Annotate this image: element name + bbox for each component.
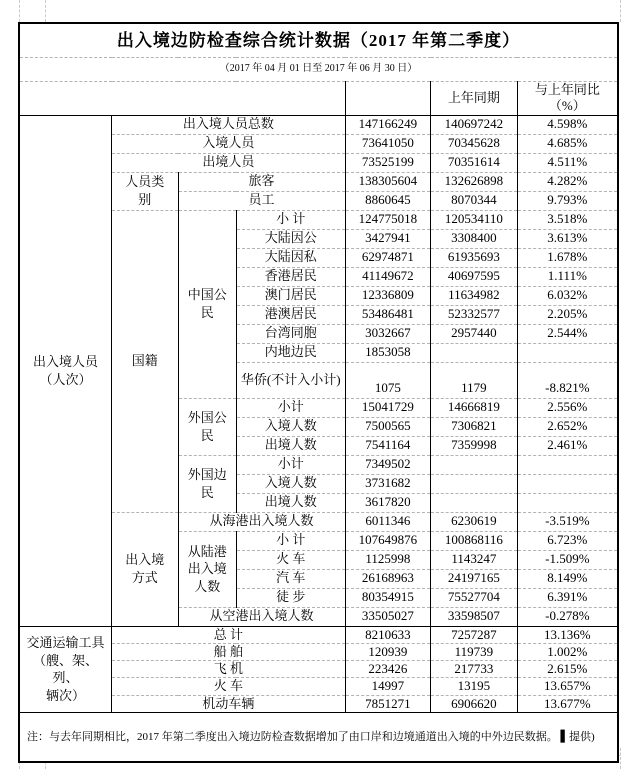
row-label: 员工 (178, 191, 345, 210)
value-prev-year: 11634982 (431, 286, 518, 305)
value-yoy-percent: 1.678% (517, 248, 618, 267)
value-current: 1125998 (345, 550, 431, 569)
value-current: 124775018 (345, 210, 431, 229)
value-current: 138305604 (345, 172, 431, 191)
header-empty-cell (19, 82, 345, 116)
value-prev-year: 33598507 (431, 607, 518, 626)
value-yoy-percent: 1.111% (517, 267, 618, 286)
value-yoy-percent: -1.509% (517, 550, 618, 569)
value-prev-year: 70351614 (431, 153, 518, 172)
row-label: 出入境人员总数 (112, 115, 346, 134)
value-yoy-percent: 2.205% (517, 305, 618, 324)
row-label: 汽 车 (236, 569, 345, 588)
row-label: 从空港出入境人数 (178, 607, 345, 626)
group-transport-vehicles-line: 交通运输工具 (26, 635, 105, 651)
value-prev-year (431, 343, 518, 362)
row-label: 出境人数 (236, 436, 345, 455)
page-guide-line (45, 0, 46, 22)
value-yoy-percent: 2.544% (517, 324, 618, 343)
value-current: 8210633 (345, 626, 431, 643)
page-guide-line (620, 0, 621, 22)
value-current: 73525199 (345, 153, 431, 172)
value-yoy-percent: 4.598% (517, 115, 618, 134)
value-current: 7851271 (345, 695, 431, 712)
row-label: 小计 (236, 398, 345, 417)
value-yoy-percent: 3.613% (517, 229, 618, 248)
value-current: 3032667 (345, 324, 431, 343)
group-land-port-line: 从陆港 (187, 543, 227, 559)
row-label: 入境人数 (236, 474, 345, 493)
value-prev-year: 120534110 (431, 210, 518, 229)
group-people-label (19, 115, 112, 626)
value-prev-year: 13195 (431, 678, 518, 695)
row-label: 小计 (236, 455, 345, 474)
group-person-category-line: 别 (138, 192, 152, 207)
row-label: 入境人数 (236, 417, 345, 436)
group-person-category-label (112, 172, 178, 210)
table-row (19, 115, 618, 134)
value-prev-year: 7257287 (431, 626, 518, 643)
row-label: 从海港出入境人数 (178, 512, 345, 531)
row-label: 火 车 (112, 678, 346, 695)
row-label: 徒 步 (236, 588, 345, 607)
value-current: 3731682 (345, 474, 431, 493)
report-table (18, 22, 619, 763)
table-subtitle: （2017 年 04 月 01 日至 2017 年 06 月 30 日） (19, 58, 618, 82)
col-header-yoy-line: 与上年同比 (534, 82, 600, 97)
row-label: 机动车辆 (112, 695, 346, 712)
value-current: 80354915 (345, 588, 431, 607)
value-prev-year: 2957440 (431, 324, 518, 343)
value-current: 223426 (345, 661, 431, 678)
row-label: 船 舶 (112, 643, 346, 660)
value-yoy-percent: 8.149% (517, 569, 618, 588)
redaction-mark: ▌ (560, 729, 569, 743)
value-prev-year: 217733 (431, 661, 518, 678)
value-yoy-percent: 4.685% (517, 134, 618, 153)
value-current: 1075 (345, 362, 431, 398)
group-nationality-line: 国籍 (131, 353, 158, 369)
value-prev-year: 132626898 (431, 172, 518, 191)
value-yoy-percent: 6.032% (517, 286, 618, 305)
value-prev-year: 40697595 (431, 267, 518, 286)
value-yoy-percent: -8.821% (517, 362, 618, 398)
table-title: 出入境边防检查综合统计数据（2017 年第二季度） (19, 23, 618, 58)
group-china-citizen-label (178, 210, 236, 398)
group-foreign-border-resident-line: 外国边 (187, 466, 227, 482)
value-yoy-percent: 13.677% (517, 695, 618, 712)
row-label: 出境人员 (112, 153, 346, 172)
value-current: 73641050 (345, 134, 431, 153)
value-yoy-percent (517, 493, 618, 512)
value-yoy-percent: 4.511% (517, 153, 618, 172)
page-guide-line (19, 0, 20, 22)
group-entry-exit-mode-line: 出入境 (125, 552, 165, 568)
col-header-yoy-line: （%） (548, 98, 586, 114)
row-label: 港澳居民 (236, 305, 345, 324)
value-current: 7349502 (345, 455, 431, 474)
value-current: 62974871 (345, 248, 431, 267)
value-yoy-percent: -3.519% (517, 512, 618, 531)
group-china-citizen-line: 中国公 (187, 287, 227, 303)
value-current: 7541164 (345, 436, 431, 455)
row-label: 小 计 (236, 531, 345, 550)
value-yoy-percent: 9.793% (517, 191, 618, 210)
group-people-line: （人次） (39, 371, 92, 387)
value-yoy-percent: -0.278% (517, 607, 618, 626)
group-land-port-line: 人数 (194, 578, 221, 594)
row-label: 华侨(不计入小计) (236, 362, 345, 398)
row-label: 香港居民 (236, 267, 345, 286)
value-current: 12336809 (345, 286, 431, 305)
group-foreign-citizen-line: 民 (200, 427, 214, 443)
value-prev-year: 70345628 (431, 134, 518, 153)
value-yoy-percent (517, 455, 618, 474)
value-yoy-percent: 13.136% (517, 626, 618, 643)
value-prev-year (431, 455, 518, 474)
value-prev-year: 100868116 (431, 531, 518, 550)
value-prev-year: 7359998 (431, 436, 518, 455)
value-current: 26168963 (345, 569, 431, 588)
value-prev-year: 52332577 (431, 305, 518, 324)
value-prev-year (431, 493, 518, 512)
value-current: 120939 (345, 643, 431, 660)
footnote-text: 注：与去年同期相比，2017 年第二季度出入境边防检查数据增加了由口岸和边境通道出入境的中外边民数据。 (27, 730, 561, 743)
value-current: 14997 (345, 678, 431, 695)
value-prev-year: 7306821 (431, 417, 518, 436)
value-yoy-percent: 2.556% (517, 398, 618, 417)
row-label: 出境人数 (236, 493, 345, 512)
col-header-yoy (517, 82, 618, 116)
value-prev-year: 6906620 (431, 695, 518, 712)
value-yoy-percent: 3.518% (517, 210, 618, 229)
value-yoy-percent: 6.391% (517, 588, 618, 607)
value-prev-year: 6230619 (431, 512, 518, 531)
value-prev-year: 119739 (431, 643, 518, 660)
group-foreign-border-resident-label (178, 455, 236, 512)
row-label: 旅客 (178, 172, 345, 191)
group-china-citizen-line: 民 (200, 305, 214, 320)
value-yoy-percent (517, 474, 618, 493)
group-land-port-line: 出入境 (187, 561, 227, 577)
value-yoy-percent: 6.723% (517, 531, 618, 550)
value-yoy-percent: 2.652% (517, 417, 618, 436)
value-current: 3617820 (345, 493, 431, 512)
group-transport-vehicles-line: （艘、架、列、 (33, 652, 99, 686)
row-label: 澳门居民 (236, 286, 345, 305)
value-prev-year: 75527704 (431, 588, 518, 607)
value-prev-year: 1143247 (431, 550, 518, 569)
value-prev-year: 1179 (431, 362, 518, 398)
row-label: 大陆因公 (236, 229, 345, 248)
value-yoy-percent: 4.282% (517, 172, 618, 191)
value-prev-year: 140697242 (431, 115, 518, 134)
value-prev-year: 3308400 (431, 229, 518, 248)
col-header-prev-year: 上年同期 (431, 82, 518, 116)
group-foreign-citizen-line: 外国公 (187, 409, 227, 425)
footnote-provider-text: 提供) (568, 730, 595, 743)
page-guide-line (620, 748, 621, 769)
row-label: 火 车 (236, 550, 345, 569)
group-transport-vehicles-line: 辆次） (46, 687, 86, 703)
value-current: 6011346 (345, 512, 431, 531)
group-nationality-label (112, 210, 178, 512)
value-yoy-percent (517, 343, 618, 362)
value-current: 107649876 (345, 531, 431, 550)
value-prev-year: 8070344 (431, 191, 518, 210)
table-row (19, 626, 618, 643)
footnote (19, 712, 618, 762)
header-current-period-cell (345, 82, 431, 116)
group-person-category-line: 人员类 (125, 174, 165, 190)
value-current: 41149672 (345, 267, 431, 286)
group-entry-exit-mode-line: 方式 (131, 570, 158, 585)
value-current: 53486481 (345, 305, 431, 324)
value-yoy-percent: 1.002% (517, 643, 618, 660)
row-label: 台湾同胞 (236, 324, 345, 343)
value-prev-year: 24197165 (431, 569, 518, 588)
group-entry-exit-mode-label (112, 512, 178, 626)
row-label: 小 计 (236, 210, 345, 229)
value-yoy-percent: 2.461% (517, 436, 618, 455)
value-current: 7500565 (345, 417, 431, 436)
table-row (19, 712, 618, 762)
row-label: 总 计 (112, 626, 346, 643)
value-current: 3427941 (345, 229, 431, 248)
value-prev-year: 14666819 (431, 398, 518, 417)
row-label: 大陆因私 (236, 248, 345, 267)
value-prev-year: 61935693 (431, 248, 518, 267)
group-people-line: 出入境人员 (33, 353, 99, 369)
value-current: 33505027 (345, 607, 431, 626)
group-foreign-border-resident-line: 民 (200, 484, 214, 500)
row-label: 飞 机 (112, 661, 346, 678)
row-label: 入境人员 (112, 134, 346, 153)
value-current: 15041729 (345, 398, 431, 417)
value-current: 8860645 (345, 191, 431, 210)
row-label: 内地边民 (236, 343, 345, 362)
value-yoy-percent: 2.615% (517, 661, 618, 678)
group-transport-vehicles-label (19, 626, 112, 712)
value-current: 1853058 (345, 343, 431, 362)
value-prev-year (431, 474, 518, 493)
group-land-port-label (178, 531, 236, 607)
value-yoy-percent: 13.657% (517, 678, 618, 695)
value-current: 147166249 (345, 115, 431, 134)
group-foreign-citizen-label (178, 398, 236, 455)
